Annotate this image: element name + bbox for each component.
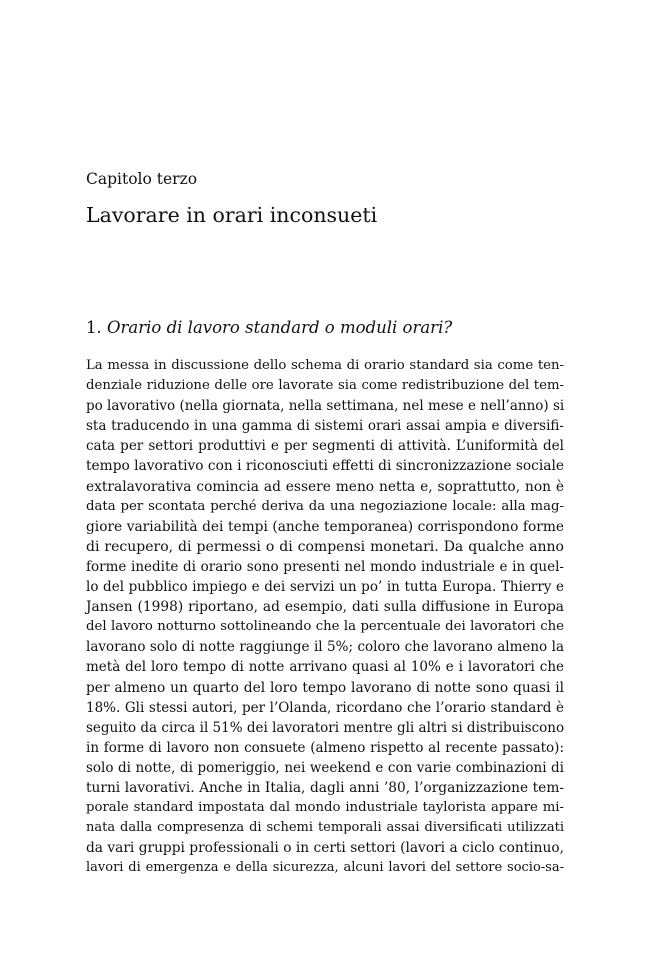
text-line: porale standard impostata dal mondo industriale taylorista appare mi-	[86, 800, 564, 816]
text-line: lo del pubblico impiego e dei servizi un po’ in tutta Europa. Thierry e	[86, 579, 564, 596]
text-line: lavori di emergenza e della sicurezza, alcuni lavori del settore socio-sa-	[86, 860, 564, 876]
text-line: cata per settori produttivi e per segmenti di attività. L’uniformità del	[86, 438, 564, 455]
text-line: forme inedite di orario sono presenti nel mondo industriale e in quel-	[86, 558, 564, 575]
text-line: seguito da circa il 51% dei lavoratori mentre gli altri si distribuiscono	[86, 719, 565, 736]
text-line: in forme di lavoro non consuete (almeno rispetto al recente passato):	[86, 739, 564, 756]
text-line: Jansen (1998) riportano, ad esempio, dati sulla diffusione in Europa	[86, 599, 564, 616]
text-line: solo di notte, di pomeriggio, nei weekend e con varie combinazioni di	[86, 759, 564, 776]
text-line: del lavoro notturno sottolineando che la percentuale dei lavoratori che	[86, 619, 564, 635]
text-line: di recupero, di permessi o di compensi monetari. Da qualche anno	[86, 538, 564, 555]
text-line: metà del loro tempo di notte arrivano quasi al 10% e i lavoratori che	[86, 659, 564, 676]
text-line: sta traducendo in una gamma di sistemi orari assai ampia e diversifi-	[86, 418, 564, 435]
text-line: nata dalla compresenza di schemi temporali assai diversificati utilizzati	[86, 820, 564, 836]
text-line: 18%. Gli stessi autori, per l’Olanda, ricordano che l’orario standard è	[86, 699, 564, 716]
text-line: lavorano solo di notte raggiunge il 5%; coloro che lavorano almeno la	[86, 639, 564, 656]
text-line: tempo lavorativo con i riconosciuti effetti di sincronizzazione sociale	[86, 458, 564, 475]
section-number: 1.	[86, 318, 102, 337]
text-line: data per scontata perché deriva da una negoziazione locale: alla mag-	[86, 498, 564, 514]
section-title: Orario di lavoro standard o moduli orari?	[107, 318, 453, 337]
text-line: per almeno un quarto del loro tempo lavorano di notte sono quasi il	[86, 679, 564, 696]
text-line: turni lavorativi. Anche in Italia, dagli anni ’80, l’organizzazione tem-	[86, 779, 564, 796]
text-line: po lavorativo (nella giornata, nella settimana, nel mese e nell’anno) si	[86, 398, 565, 415]
chapter-label: Capitolo terzo	[86, 170, 198, 188]
section-heading	[86, 318, 452, 337]
text-line: denziale riduzione delle ore lavorate sia come redistribuzione del tem-	[86, 378, 564, 394]
text-line: La messa in discussione dello schema di orario standard sia come ten-	[86, 358, 564, 373]
text-line: giore variabilità dei tempi (anche temporanea) corrispondono forme	[86, 518, 564, 535]
chapter-title: Lavorare in orari inconsueti	[86, 203, 378, 227]
text-line: da vari gruppi professionali o in certi settori (lavori a ciclo continuo,	[86, 840, 564, 857]
text-line: extralavorativa comincia ad essere meno netta e, soprattutto, non è	[86, 478, 564, 495]
body-text	[86, 356, 564, 878]
